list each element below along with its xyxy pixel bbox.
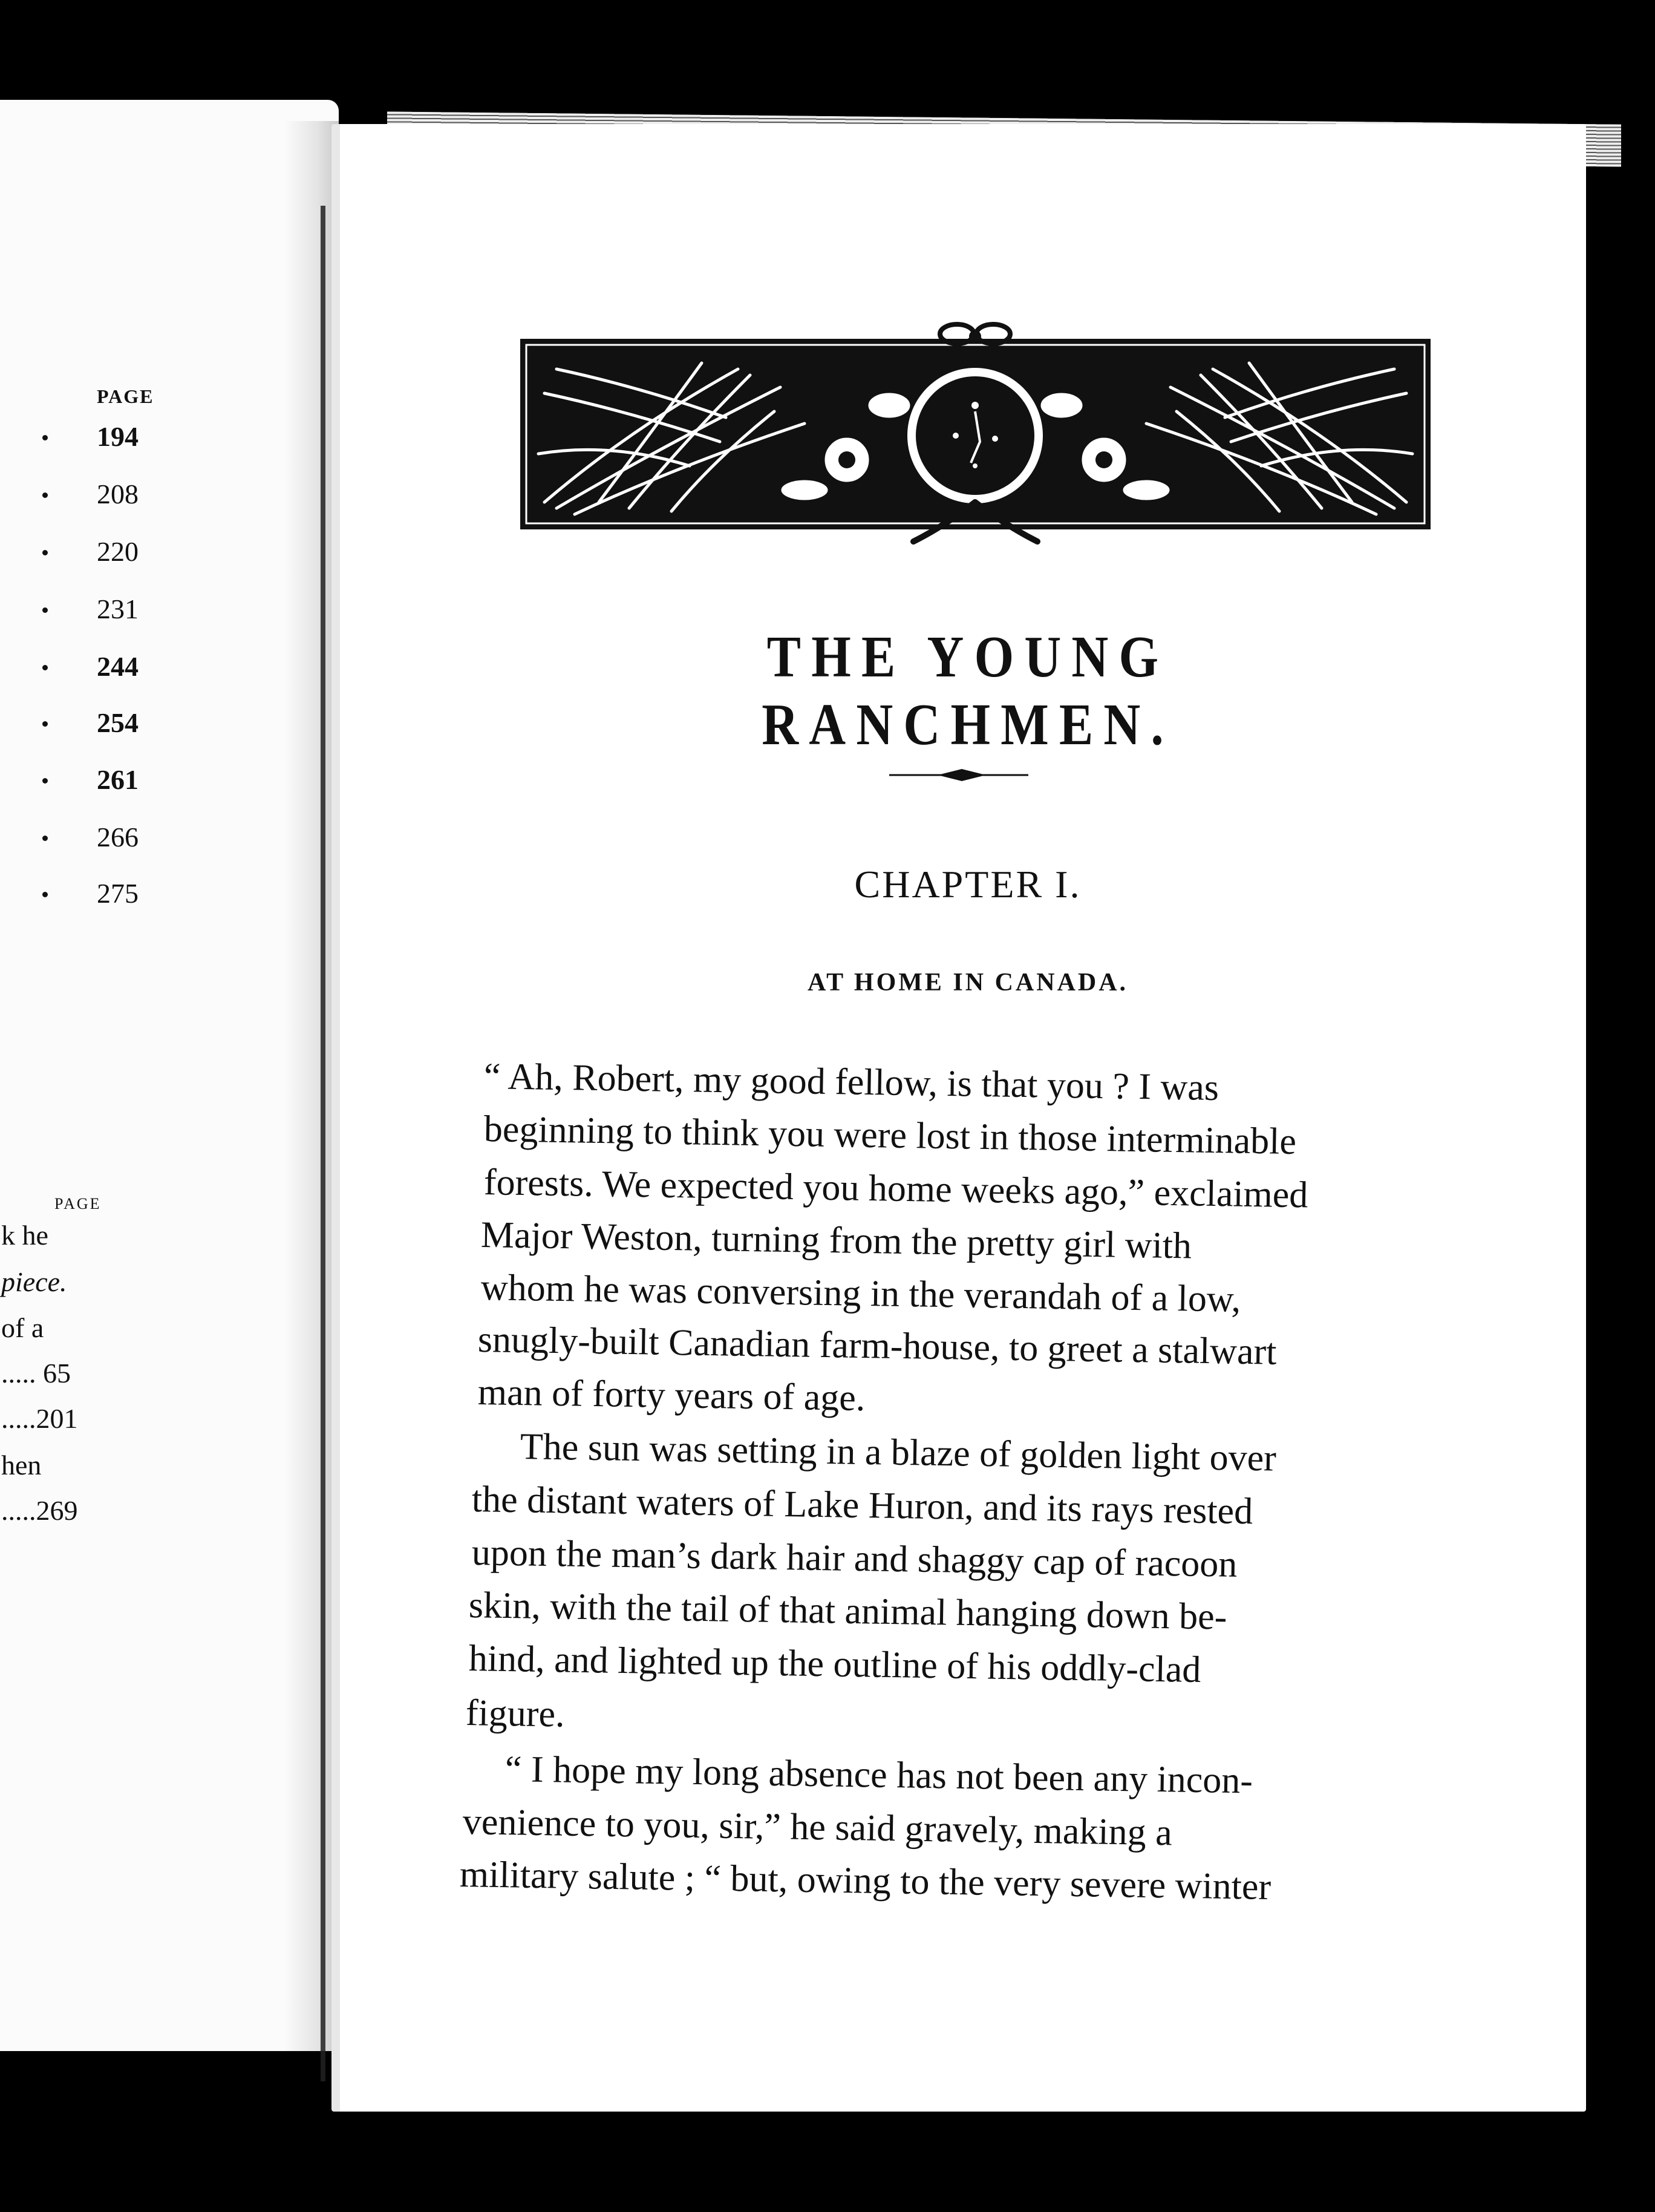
- leader-dot: [42, 665, 48, 670]
- toc-page-number: 266: [97, 822, 139, 852]
- chapter-label: CHAPTER I.: [854, 863, 1082, 906]
- leader-dot: [42, 607, 48, 613]
- illustration-entry: k he: [1, 1220, 48, 1251]
- toc-page-number: 275: [97, 878, 139, 909]
- toc-page-number: 194: [97, 421, 139, 452]
- ornamental-banner: [520, 321, 1431, 545]
- leader-dot: [42, 435, 48, 440]
- leader-dot: [42, 836, 48, 841]
- toc-page-number: 261: [97, 764, 139, 795]
- toc-page-number: 208: [97, 479, 139, 509]
- illustration-entry: hen: [1, 1450, 42, 1481]
- toc-row: [36, 707, 157, 743]
- body-text-line: Major Weston, turning from the pretty girl with: [480, 1214, 1192, 1267]
- toc-page-number: 231: [97, 594, 139, 624]
- illustration-entry: .....269: [1, 1495, 78, 1526]
- chapter-subtitle: AT HOME IN CANADA.: [807, 969, 1129, 996]
- illustration-entry: ..... 65: [1, 1358, 71, 1389]
- body-text-line: venience to you, sir,” he said gravely, making a: [462, 1801, 1173, 1854]
- body-text-line: beginning to think you were lost in those interminable: [483, 1108, 1297, 1163]
- body-text-line: “ Ah, Robert, my good fellow, is that you ? I was: [483, 1056, 1219, 1109]
- book-title: THE YOUNG RANCHMEN.: [762, 624, 1174, 758]
- body-text-line: hind, and lighted up the outline of his oddly-clad: [468, 1638, 1201, 1691]
- illustration-entry: piece.: [1, 1266, 67, 1297]
- toc-row: [36, 478, 157, 514]
- leader-dot: [42, 721, 48, 727]
- illustrations-page-header: PAGE: [54, 1195, 102, 1212]
- toc-row: [36, 821, 157, 857]
- toc-page-number: 244: [97, 651, 139, 682]
- toc-row: [36, 535, 157, 572]
- gutter-line: [321, 206, 325, 2081]
- body-text-line: upon the man’s dark hair and shaggy cap of racoon: [471, 1532, 1238, 1585]
- toc-page-number: 254: [97, 707, 139, 738]
- toc-row: [36, 593, 157, 629]
- toc-page-header: PAGE: [97, 385, 154, 407]
- leader-dot: [42, 492, 48, 498]
- body-text-line: man of forty years of age.: [477, 1372, 866, 1419]
- leader-dot: [42, 550, 48, 555]
- body-text-line: forests. We expected you home weeks ago,” exclaimed: [483, 1162, 1308, 1216]
- toc-page-number: 220: [97, 536, 139, 567]
- toc-row: [36, 764, 157, 800]
- body-text-line: figure.: [465, 1692, 566, 1735]
- toc-row: [36, 877, 157, 914]
- body-text-line: the distant waters of Lake Huron, and its rays rested: [471, 1479, 1253, 1533]
- divider-ornament: [889, 767, 1028, 784]
- leader-dot: [42, 778, 48, 784]
- body-text-line: military salute ; “ but, owing to the very severe winter: [459, 1854, 1271, 1908]
- toc-row: [36, 420, 157, 457]
- body-text-line: “ I hope my long absence has not been any incon-: [504, 1749, 1253, 1802]
- body-text-line: skin, with the tail of that animal hanging down be-: [468, 1585, 1227, 1638]
- leader-dot: [42, 892, 48, 897]
- illustration-entry: .....201: [1, 1403, 78, 1434]
- toc-row: [36, 650, 157, 687]
- body-text-line: whom he was conversing in the verandah of a low,: [480, 1267, 1241, 1320]
- left-page-gutter-shadow: [284, 121, 339, 2051]
- body-text-line: snugly-built Canadian farm-house, to greet a stalwart: [477, 1319, 1277, 1373]
- illustration-entry: of a: [1, 1312, 44, 1343]
- body-text-line: The sun was setting in a blaze of golden light over: [520, 1426, 1277, 1479]
